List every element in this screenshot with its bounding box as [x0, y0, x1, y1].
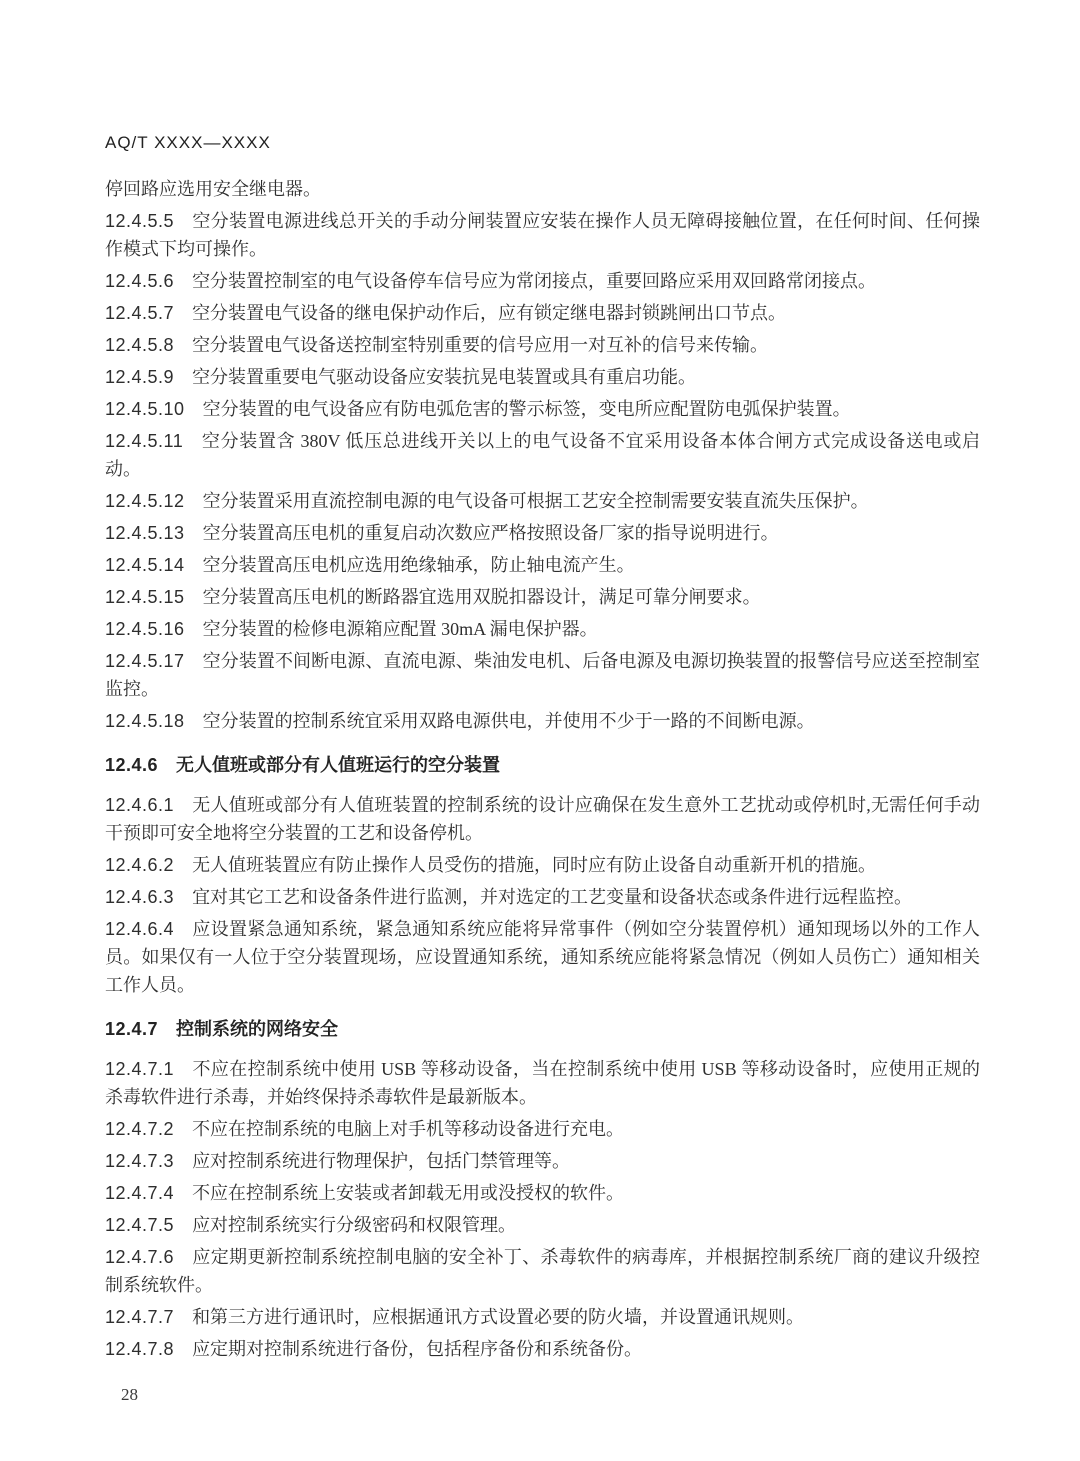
clause-text: 空分装置重要电气驱动设备应安装抗晃电装置或具有重启功能。 — [192, 367, 697, 387]
clause-text: 停回路应选用安全继电器。 — [105, 179, 321, 199]
clause-number: 12.4.6.3 — [105, 887, 175, 907]
clause-paragraph — [105, 519, 980, 547]
clause-text: 和第三方进行通讯时，应根据通讯方式设置必要的防火墙，并设置通讯规则。 — [192, 1307, 805, 1327]
clause-paragraph — [105, 647, 980, 703]
clause-text: 空分装置电气设备送控制室特别重要的信号应用一对互补的信号来传输。 — [192, 335, 769, 355]
clause-number: 12.4.5.12 — [105, 491, 185, 511]
clause-number: 12.4.7.1 — [105, 1059, 175, 1079]
clause-paragraph — [105, 487, 980, 515]
clause-number: 12.4.5.17 — [105, 651, 185, 671]
clause-text: 控制系统的网络安全 — [176, 1019, 339, 1039]
clause-number: 12.4.6.2 — [105, 855, 175, 875]
clause-number: 12.4.5.10 — [105, 399, 185, 419]
clause-paragraph — [105, 583, 980, 611]
clause-paragraph — [105, 615, 980, 643]
clause-text: 不应在控制系统上安装或者卸载无用或没授权的软件。 — [192, 1183, 625, 1203]
clause-paragraph — [105, 207, 980, 263]
clause-text: 无人值班或部分有人值班装置的控制系统的设计应确保在发生意外工艺扰动或停机时,无需任何手动干预即可安全地将空分装置的工艺和设备停机。 — [105, 795, 980, 843]
clause-number: 12.4.7.4 — [105, 1183, 175, 1203]
clause-paragraph — [105, 395, 980, 423]
clause-text: 不应在控制系统的电脑上对手机等移动设备进行充电。 — [192, 1119, 625, 1139]
clause-text: 空分装置含 380V 低压总进线开关以上的电气设备不宜采用设备本体合闸方式完成设备送电或启动。 — [105, 431, 980, 479]
clause-number: 12.4.5.15 — [105, 587, 185, 607]
clause-number: 12.4.5.13 — [105, 523, 185, 543]
clause-number: 12.4.7.2 — [105, 1119, 175, 1139]
clause-paragraph — [105, 1147, 980, 1175]
clause-paragraph — [105, 1179, 980, 1207]
clause-text: 空分装置高压电机应选用绝缘轴承，防止轴电流产生。 — [202, 555, 635, 575]
clause-text: 空分装置采用直流控制电源的电气设备可根据工艺安全控制需要安装直流失压保护。 — [202, 491, 869, 511]
clause-number: 12.4.5.8 — [105, 335, 175, 355]
clause-paragraph — [105, 791, 980, 847]
clause-paragraph — [105, 551, 980, 579]
clause-number: 12.4.6 — [105, 755, 159, 775]
clause-paragraph — [105, 1303, 980, 1331]
clause-text: 空分装置的检修电源箱应配置 30mA 漏电保护器。 — [202, 619, 598, 639]
section-heading — [105, 751, 980, 779]
clause-text: 无人值班或部分有人值班运行的空分装置 — [176, 755, 501, 775]
clause-number: 12.4.5.6 — [105, 271, 175, 291]
clause-number: 12.4.7 — [105, 1019, 159, 1039]
clause-number: 12.4.5.16 — [105, 619, 185, 639]
clause-number: 12.4.5.11 — [105, 431, 184, 451]
clause-text: 空分装置的控制系统宜采用双路电源供电，并使用不少于一路的不间断电源。 — [202, 711, 815, 731]
clause-text: 空分装置高压电机的重复启动次数应严格按照设备厂家的指导说明进行。 — [202, 523, 779, 543]
page-number: 28 — [121, 1385, 138, 1404]
clause-number: 12.4.5.18 — [105, 711, 185, 731]
clause-text: 应设置紧急通知系统，紧急通知系统应能将异常事件（例如空分装置停机）通知现场以外的工作人员。如果仅有一人位于空分装置现场，应设置通知系统，通知系统应能将紧急情况（例如人员伤亡）通知相关工作人员。 — [105, 919, 980, 995]
clause-text: 空分装置的电气设备应有防电弧危害的警示标签，变电所应配置防电弧保护装置。 — [202, 399, 851, 419]
document-body — [105, 175, 980, 1363]
clause-number: 12.4.7.6 — [105, 1247, 175, 1267]
clause-paragraph — [105, 1243, 980, 1299]
clause-paragraph — [105, 363, 980, 391]
clause-paragraph — [105, 1211, 980, 1239]
clause-number: 12.4.6.1 — [105, 795, 175, 815]
clause-text: 应定期对控制系统进行备份，包括程序备份和系统备份。 — [192, 1339, 643, 1359]
clause-paragraph — [105, 267, 980, 295]
clause-paragraph — [105, 299, 980, 327]
clause-number: 12.4.7.3 — [105, 1151, 175, 1171]
clause-text: 空分装置电源进线总开关的手动分闸装置应安装在操作人员无障碍接触位置，在任何时间、任何操作模式下均可操作。 — [105, 211, 980, 259]
clause-paragraph — [105, 331, 980, 359]
clause-paragraph — [105, 1055, 980, 1111]
clause-text: 空分装置电气设备的继电保护动作后，应有锁定继电器封锁跳闸出口节点。 — [192, 303, 787, 323]
clause-number: 12.4.7.8 — [105, 1339, 175, 1359]
clause-paragraph — [105, 851, 980, 879]
clause-number: 12.4.7.5 — [105, 1215, 175, 1235]
clause-text: 空分装置高压电机的断路器宜选用双脱扣器设计，满足可靠分闸要求。 — [202, 587, 761, 607]
section-heading — [105, 1015, 980, 1043]
clause-number: 12.4.5.5 — [105, 211, 175, 231]
clause-text: 宜对其它工艺和设备条件进行监测，并对选定的工艺变量和设备状态或条件进行远程监控。 — [192, 887, 913, 907]
clause-text: 应对控制系统实行分级密码和权限管理。 — [192, 1215, 517, 1235]
document-header: AQ/T XXXX—XXXX — [105, 133, 271, 152]
clause-text: 无人值班装置应有防止操作人员受伤的措施，同时应有防止设备自动重新开机的措施。 — [192, 855, 877, 875]
clause-paragraph — [105, 1335, 980, 1363]
clause-number: 12.4.5.14 — [105, 555, 185, 575]
clause-text: 空分装置不间断电源、直流电源、柴油发电机、后备电源及电源切换装置的报警信号应送至控制室监控。 — [105, 651, 980, 699]
clause-paragraph — [105, 1115, 980, 1143]
clause-paragraph — [105, 915, 980, 999]
clause-paragraph — [105, 883, 980, 911]
clause-text: 应定期更新控制系统控制电脑的安全补丁、杀毒软件的病毒库，并根据控制系统厂商的建议升级控制系统软件。 — [105, 1247, 980, 1295]
clause-number: 12.4.5.7 — [105, 303, 175, 323]
clause-text: 空分装置控制室的电气设备停车信号应为常闭接点，重要回路应采用双回路常闭接点。 — [192, 271, 877, 291]
paragraph-continuation — [105, 175, 980, 203]
clause-text: 应对控制系统进行物理保护，包括门禁管理等。 — [192, 1151, 571, 1171]
clause-paragraph — [105, 427, 980, 483]
clause-paragraph — [105, 707, 980, 735]
clause-text: 不应在控制系统中使用 USB 等移动设备，当在控制系统中使用 USB 等移动设备时，应使用正规的杀毒软件进行杀毒，并始终保持杀毒软件是最新版本。 — [105, 1059, 980, 1107]
clause-number: 12.4.6.4 — [105, 919, 175, 939]
clause-number: 12.4.7.7 — [105, 1307, 175, 1327]
clause-number: 12.4.5.9 — [105, 367, 175, 387]
